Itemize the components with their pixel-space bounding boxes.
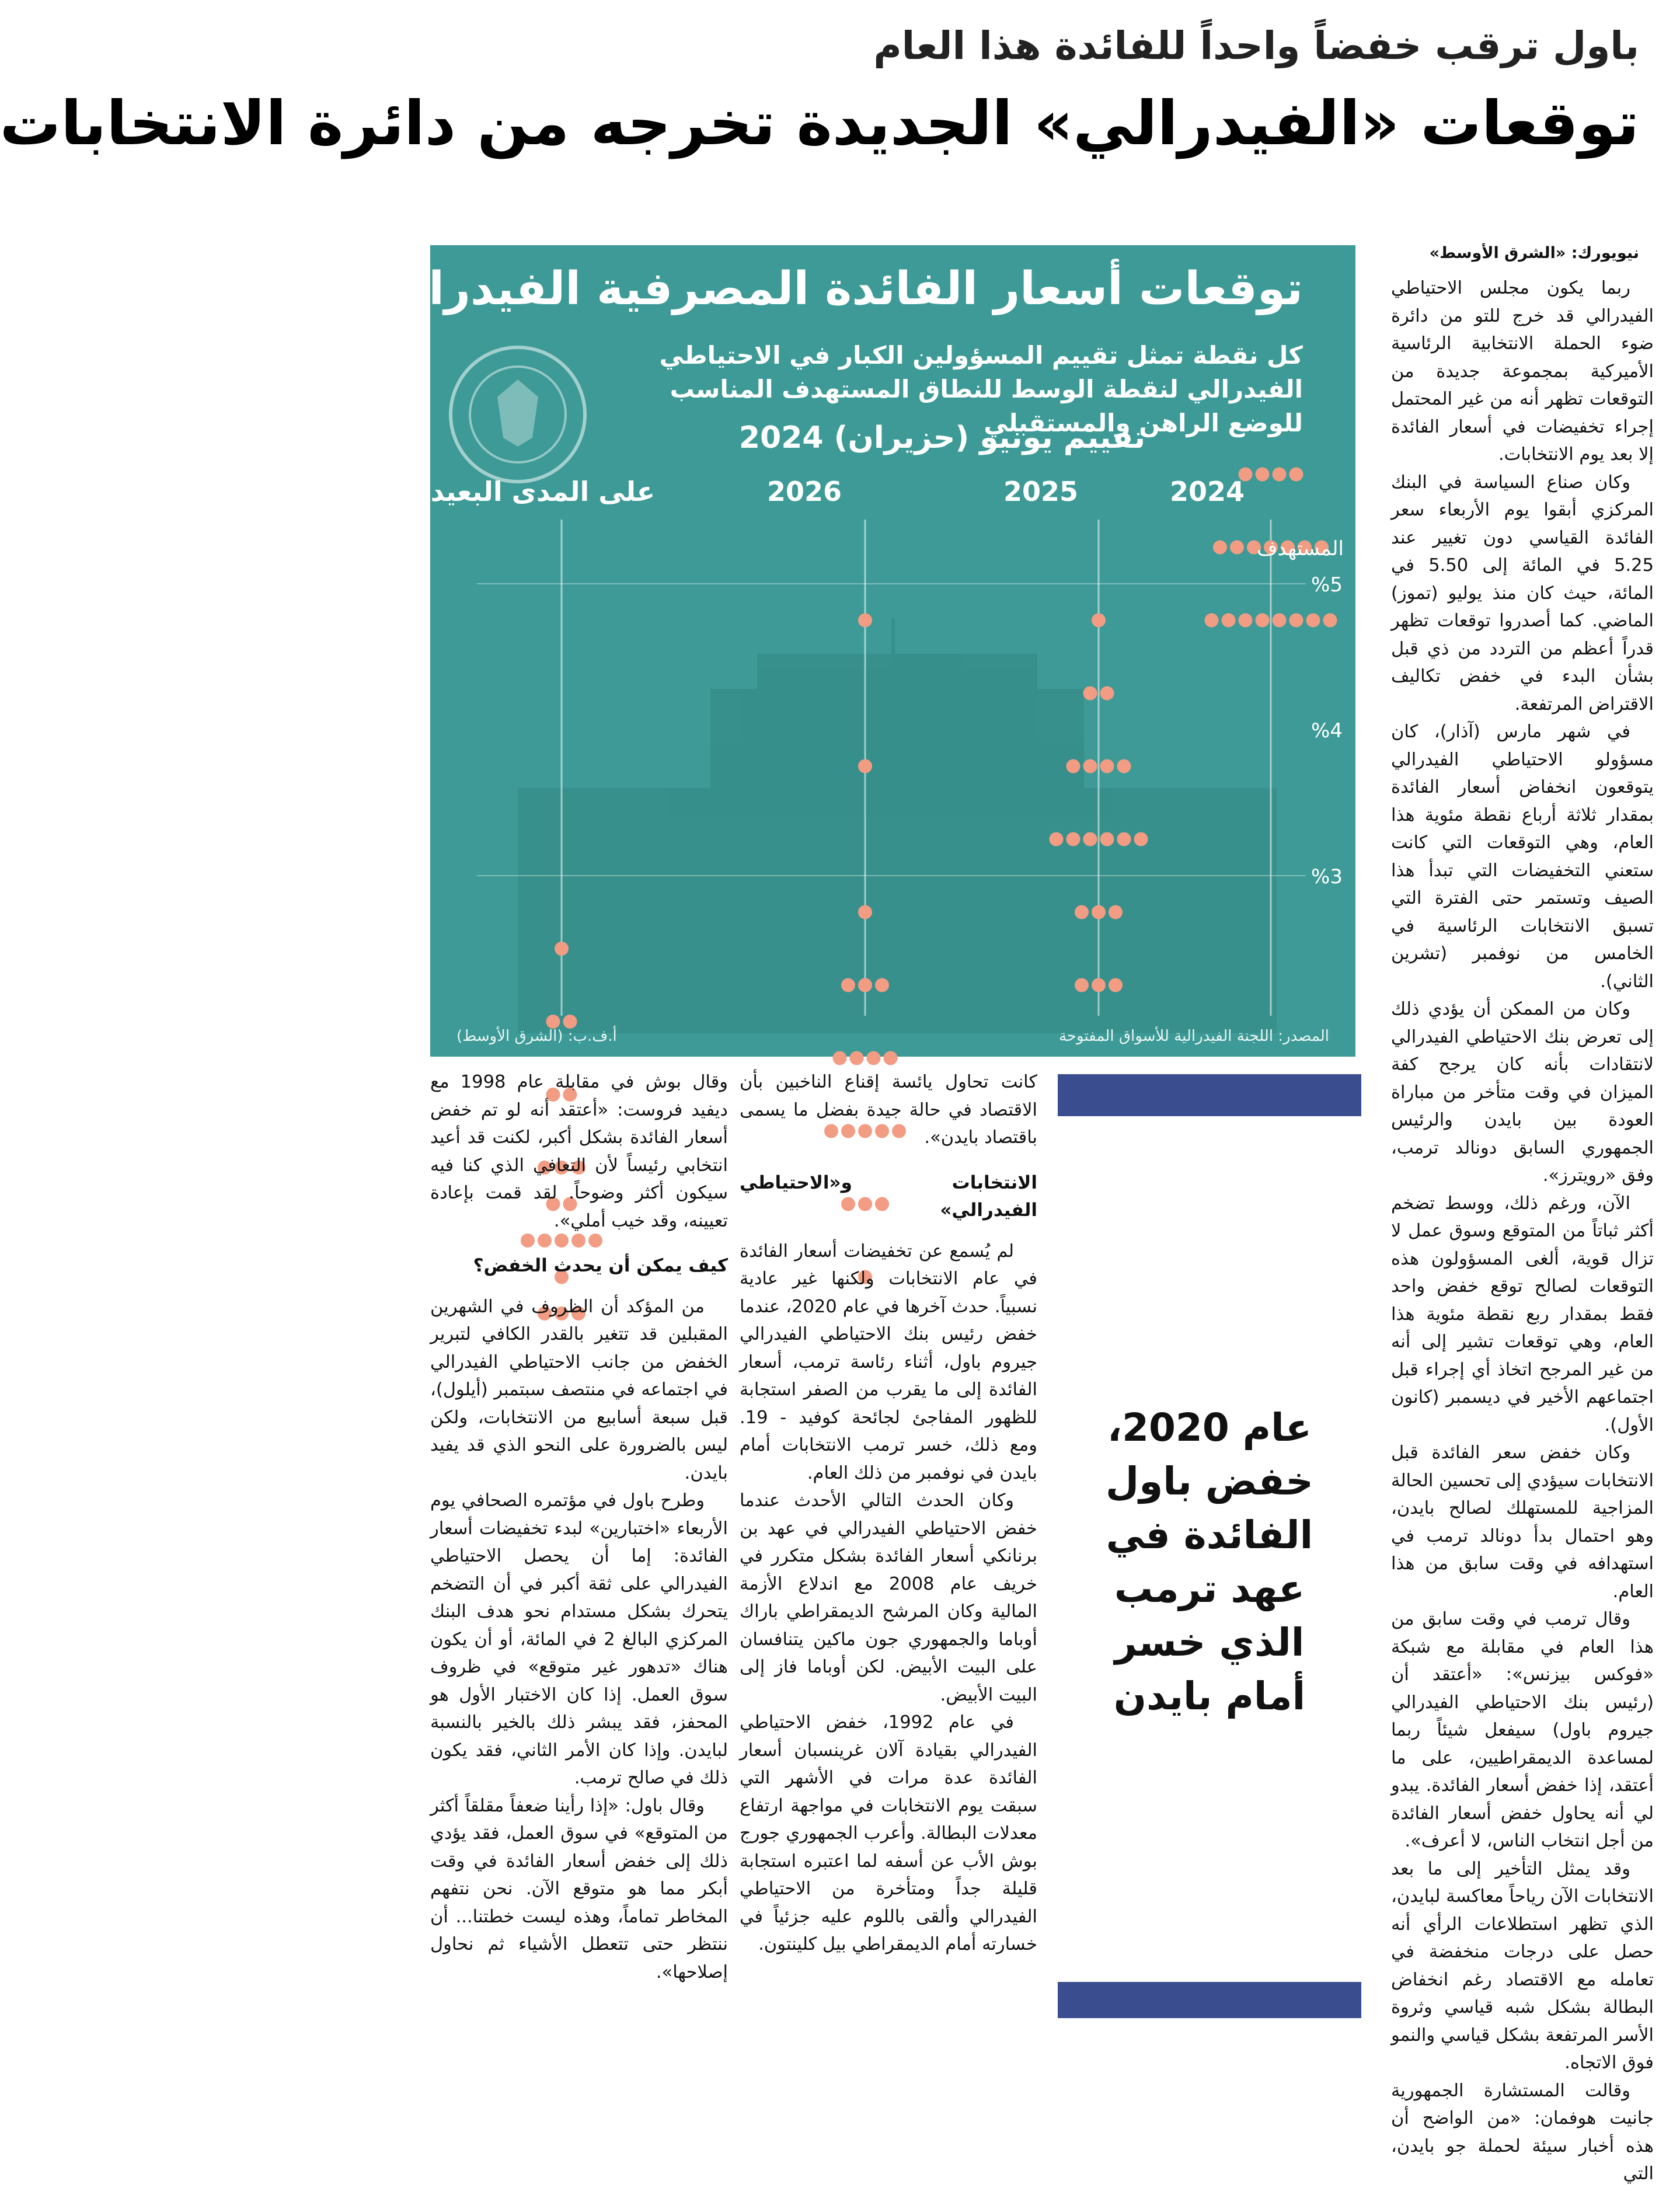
dot-plot-point [563, 1015, 577, 1029]
dot-plot-point [1083, 759, 1097, 774]
dot-plot-point [1239, 614, 1253, 628]
y-axis-label: المستهدف [1257, 537, 1344, 560]
dot-plot-point [555, 942, 569, 956]
col2-paragraph: وكان الحدث التالي الأحدث عندما خفض الاحتياطي الفيدرالي في عهد بن برنانكي أسعار الفائدة بشكل متكرر في خريف عام 2008 مع اندلاع الأزمة المالية وكان المرشح الديمقراطي باراك أوباما والجمهوري جون ماكين يتنافسان على البيت الأبيض. لكن أوباما فاز إلى البيت الأبيض. [740, 1490, 1037, 1705]
dot-plot-point [1256, 468, 1270, 482]
dot-plot-point [1109, 978, 1123, 992]
infographic-title: توقعات أسعار الفائدة المصرفية الفيدرالية [365, 263, 1303, 315]
dot-plot-point [850, 1051, 864, 1065]
article-column-3 [430, 1068, 728, 2014]
dot-plot-point [1222, 614, 1236, 628]
chart-credit: أ.ف.ب: (الشرق الأوسط) [456, 1027, 617, 1045]
dot-plot-point [1100, 759, 1114, 774]
col2-intro: كانت تحاول يائسة إقناع الناخبين بأن الاقتصاد في حالة جيدة بفضل ما يسمى باقتصاد بايدن». [740, 1072, 1037, 1148]
dot-plot-point [1083, 687, 1097, 701]
article-column-2 [740, 1068, 1037, 2014]
col3-paragraph: وقال باول: «إذا رأينا ضعفاً مقلقاً أكثر من المتوقع» في سوق العمل، فقد يؤدي ذلك إلى خفض أسعار الفائدة في وقت أبكر مما هو متوقع الآن. نحن نتفهم المخاطر تماماً، وهذه ليست خطتنا... أن ننتظر حتى تتعطل الأشياء ثم نحاول إصلاحها». [430, 1795, 728, 1983]
dot-plot-point [1306, 614, 1320, 628]
dot-plot-point [1273, 468, 1287, 482]
pull-quote-bar-bottom [1058, 1982, 1361, 2018]
y-tick-3: %3 [1311, 865, 1343, 889]
dot-plot-point [1273, 614, 1287, 628]
col3-intro: وقال بوش في مقابلة عام 1998 مع ديفيد فروست: «أعتقد أنه لو تم خفض أسعار الفائدة بشكل أكبر، لكنت قد أعيد انتخابي رئيساً لأن التعافي الذي كنا فيه سيكون أكثر وضوحاً. لقد قمت بإعادة تعيينه، وقد خيب أملي». [430, 1072, 729, 1231]
dot-plot-point [1100, 687, 1114, 701]
col3-subhead: كيف يمكن أن يحدث الخفض؟ [473, 1255, 728, 1276]
dot-plot-point [858, 614, 872, 628]
column-label-longrun: على المدى البعيد [430, 476, 655, 507]
dot-plot-point [1050, 832, 1064, 846]
dot-plot-point [1117, 759, 1131, 774]
col1-paragraph: الآن، ورغم ذلك، ووسط تضخم أكثر ثباتاً من المتوقع وسوق عمل لا تزال قوية، ألغى المسؤولون هذه التوقعات لصالح توقع خفض واحد فقط بمقدار ربع نقطة مئوية هذا العام، وهي توقعات تشير إلى أنه من غير المرجح اتخاذ أي إجراء قبل اجتماعهم الأخير في ديسمبر (كانون الأول). [1391, 1193, 1654, 1436]
dot-plot-point [1092, 614, 1106, 628]
col2-paragraph: لم يُسمع عن تخفيضات أسعار الفائدة في عام الانتخابات ولكنها غير عادية نسبياً. حدث آخرها في عام 2020، عندما خفض رئيس بنك الاحتياطي الفيدرالي جيروم باول، أثناء رئاسة ترمب، أسعار الفائدة إلى ما يقرب من الصفر استجابة للظهور المفاجئ لجائحة كوفيد - 19. ومع ذلك، خسر ترمب الانتخابات أمام بايدن في نوفمبر من ذلك العام. [740, 1241, 1037, 1483]
article-column-1 [1391, 274, 1654, 2184]
y-tick-4: %4 [1311, 719, 1343, 743]
dot-plot-point [1066, 759, 1081, 774]
dot-plot-point [1083, 832, 1097, 846]
pull-quote: عام 2020، خفض باول الفائدة في عهد ترمب الذي خسر أمام بايدن [1106, 1405, 1313, 1719]
dot-plot-point [833, 1051, 847, 1065]
dot-plot-point [858, 978, 872, 992]
col1-paragraph: وقد يمثل التأخير إلى ما بعد الانتخابات الآن رياحاً معاكسة لبايدن، الذي تظهر استطلاعات الرأي أنه حصل على درجات منخفضة في تعامله مع الاقتصاد رغم انخفاض البطالة بشكل شبه قياسي وثروة الأسر المرتفعة بشكل قياسي والنمو فوق الاتجاه. [1391, 1858, 1654, 2073]
dateline: نيويورك: «الشرق الأوسط» [1429, 244, 1639, 262]
infographic-subtitle: كل نقطة تمثل تقييم المسؤولين الكبار في الاحتياطي الفيدرالي لنقطة الوسط للنطاق المستهدف المناسب للوضع الراهن والمستقبلي [659, 341, 1303, 437]
dot-plot-point [841, 978, 855, 992]
dot-plot-point [1075, 978, 1089, 992]
federal-reserve-seal [451, 347, 585, 482]
dot-plot-point [1134, 832, 1148, 846]
chart-source: المصدر: اللجنة الفيدرالية للأسواق المفتوحة [1058, 1027, 1329, 1045]
headline: توقعات «الفيدرالي» الجديدة تخرجه من دائرة الانتخابات [0, 88, 1639, 159]
kicker: باول ترقب خفضاً واحداً للفائدة هذا العام [873, 23, 1639, 68]
dot-plot-point [1323, 614, 1337, 628]
background-building [518, 619, 1277, 1033]
dot-plot-point [1117, 832, 1131, 846]
col1-paragraph: وكان من الممكن أن يؤدي ذلك إلى تعرض بنك الاحتياطي الفيدرالي لانتقادات بأنه كان يرجح كفة الميزان في وقت متأخر من مباراة العودة بين بايدن والرئيس الجمهوري السابق دونالد ترمب، وفق «رويترز». [1391, 999, 1654, 1186]
col3-paragraph: وطرح باول في مؤتمره الصحافي يوم الأربعاء «اختبارين» لبدء تخفيضات أسعار الفائدة: إما أن يحصل الاحتياطي الفيدرالي على ثقة أكبر في أن التضخم يتحرك بشكل مستدام نحو هدف البنك المركزي البالغ 2 في المائة، أو أن يكون هناك «تدهور غير متوقع» في ظروف سوق العمل. إذا كان الاختبار الأول هو المحفز، فقد يبشر ذلك بالخير بالنسبة لبايدن. وإذا كان الأمر الثاني، فقد يكون ذلك في صالح ترمب. [430, 1490, 728, 1788]
col1-paragraph: وكان صناع السياسة في البنك المركزي أبقوا يوم الأربعاء سعر الفائدة القياسي دون تغيير عند 5.25 في المائة إلى 5.50 في المائة، حيث كان منذ يوليو (تموز) الماضي. كما أصدروا توقعات تظهر قدراً أعظم من التردد من ذي قبل بشأن البدء في خفض تكاليف الاقتراض المرتفعة. [1391, 472, 1654, 715]
dot-plot-point [884, 1051, 898, 1065]
dot-plot-point [1230, 541, 1244, 555]
dot-plot-point [1092, 905, 1106, 919]
dot-plot-point [1075, 905, 1089, 919]
dot-plot-point [1213, 541, 1227, 555]
dot-plot-point [858, 905, 872, 919]
col1-paragraph: وقال ترمب في وقت سابق من هذا العام في مقابلة مع شبكة «فوكس بيزنس»: «أعتقد أن (رئيس بنك الاحتياطي الفيدرالي جيروم باول) سيفعل شيئاً ربما لمساعدة الديمقراطيين، على ما أعتقد، إذا خفض أسعار الفائدة. يبدو لي أنه يحاول خفض أسعار الفائدة من أجل انتخاب الناس، لا أعرف». [1391, 1609, 1654, 1851]
dot-plot-point [1256, 614, 1270, 628]
col1-paragraph: ربما يكون مجلس الاحتياطي الفيدرالي قد خرج للتو من دائرة ضوء الحملة الانتخابية الرئاسية الأميركية بمجموعة جديدة من التوقعات تظهر أنه من غير المحتمل إجراء تخفيضات في أسعار الفائدة إلا بعد يوم الانتخابات. [1391, 278, 1654, 465]
dot-plot-point [1289, 614, 1303, 628]
dot-plot-point [875, 978, 889, 992]
column-label-2025: 2025 [1003, 476, 1078, 507]
col3-paragraph: من المؤكد أن الظروف في الشهرين المقبلين قد تتغير بالقدر الكافي لتبرير الخفض من جانب الاحتياطي الفيدرالي في اجتماعه في منتصف سبتمبر (أيلول)، قبل سبعة أسابيع من الانتخابات، ولكن ليس بالضرورة على النحو الذي قد يفيد بايدن. [430, 1296, 728, 1483]
dot-plot-point [546, 1015, 560, 1029]
column-label-2026: 2026 [766, 476, 842, 507]
dot-plot-point [1109, 905, 1123, 919]
dot-plot-point [858, 759, 872, 774]
col1-paragraph: في شهر مارس (آذار)، كان مسؤولو الاحتياطي الفيدرالي يتوقعون انخفاض أسعار الفائدة بمقدار ثلاثة أرباع نقطة مئوية هذا العام، وهي التوقعات التي كانت ستعني التخفيضات التي تبدأ هذا الصيف وتستمر حتى الفترة التي تسبق الانتخابات الرئاسية في الخامس من نوفمبر (تشرين الثاني). [1391, 722, 1654, 992]
dot-plot-point [1289, 468, 1303, 482]
y-tick-5: %5 [1311, 573, 1343, 597]
col2-subhead: الانتخابات و«الاحتياطي الفيدرالي» [740, 1172, 1037, 1221]
dot-plot-point [1205, 614, 1219, 628]
col1-paragraph: وقالت المستشارة الجمهورية جانيت هوفمان: «من الواضح أن هذه أخبار سيئة لحملة جو بايدن، التي [1391, 2080, 1654, 2184]
col2-paragraph: في عام 1992، خفض الاحتياطي الفيدرالي بقيادة آلان غرينسبان أسعار الفائدة عدة مرات في الأشهر التي سبقت يوم الانتخابات في مواجهة ارتفاع معدلات البطالة. وأعرب الجمهوري جورج بوش الأب عن أسفه لما اعتبره استجابة قليلة جداً ومتأخرة من الاحتياطي الفيدرالي وألقى باللوم عليه جزئياً في خسارته أمام الديمقراطي بيل كلينتون. [740, 1712, 1037, 1954]
pull-quote-bar-top [1058, 1074, 1361, 1116]
infographic [365, 245, 1355, 1057]
column-label-2024: 2024 [1169, 476, 1245, 507]
col1-paragraph: وكان خفض سعر الفائدة قبل الانتخابات سيؤدي إلى تحسين الحالة المزاجية للمستهلك لصالح بايدن، وهو احتمال بدأ دونالد ترمب في استهدافه في وقت سابق من هذا العام. [1391, 1443, 1654, 1602]
infographic-date: تقييم يونيو (حزيران) 2024 [738, 420, 1145, 455]
dot-plot-point [1092, 978, 1106, 992]
dot-plot-point [1066, 832, 1081, 846]
dot-plot-point [1100, 832, 1114, 846]
dot-plot-point [867, 1051, 881, 1065]
